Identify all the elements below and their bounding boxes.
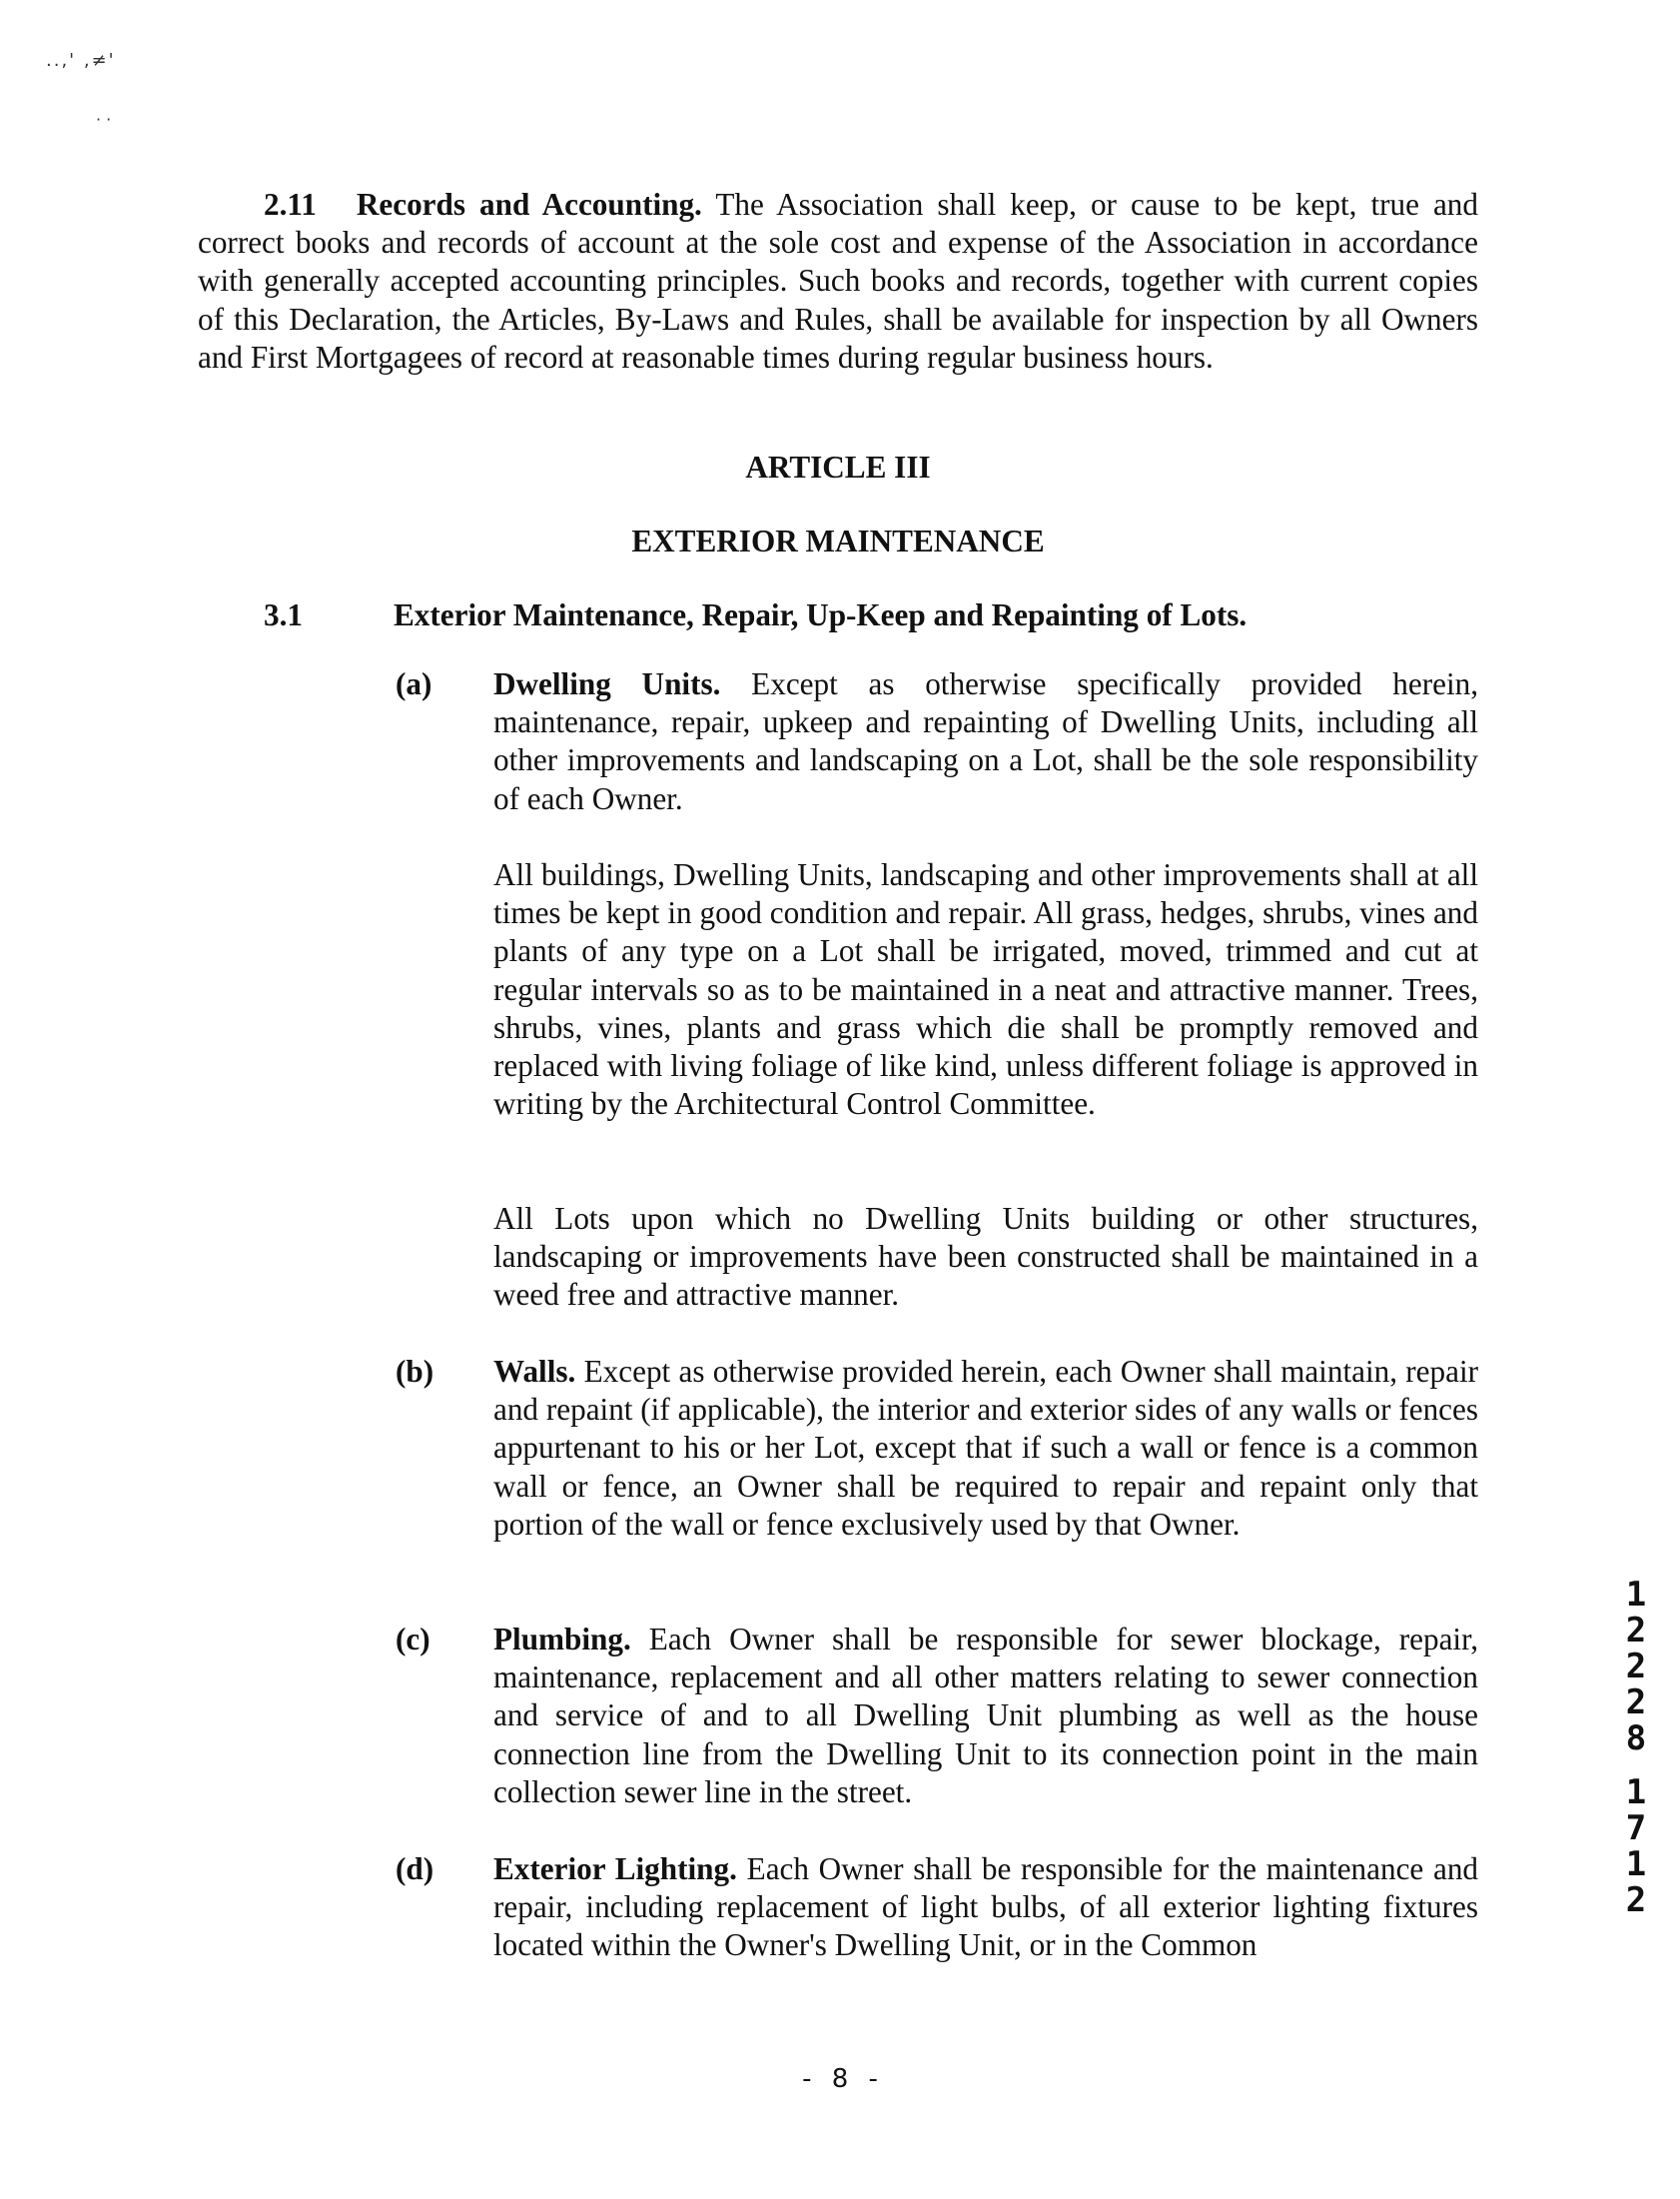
item-title: Exterior Lighting.: [493, 1851, 737, 1886]
section-2-11: [198, 186, 1478, 377]
section-number: 2.11: [264, 187, 317, 222]
stamp-digit: 2: [1625, 1880, 1647, 1920]
scan-marks-top: ..,' ,≠': [46, 50, 116, 71]
article-title: ARTICLE III: [745, 450, 931, 485]
dwelling-units-paragraph-2: All buildings, Dwelling Units, landscaping and other improvements shall at all times be kept in good condition and repair. All grass, hedges, shrubs, vines and plants of any type on a Lot shall be irrigated, moved, trimmed and cut at regular intervals so as to be maintained in a neat and attractive manner. Trees, shrubs, vines, plants and grass which die shall be promptly removed and replaced with living foliage of like kind, unless different foliage is approved in writing by the Architectural Control Committee.: [493, 857, 1478, 1122]
item-exterior-lighting: [396, 1850, 1478, 1965]
item-text: Except as otherwise provided herein, each Owner shall maintain, repair and repaint (if applicable), the interior and exterior sides of any walls or fences appurtenant to his or her Lot, except that if such a wall or fence is a common wall or fence, an Owner shall be required to repair and repaint only that portion of the wall or fence exclusively used by that Owner.: [493, 1354, 1478, 1542]
stamp-digit: 1: [1625, 1772, 1647, 1812]
section-number: 3.1: [264, 597, 303, 632]
item-title: Dwelling Units.: [493, 666, 721, 701]
article-subtitle: EXTERIOR MAINTENANCE: [631, 524, 1045, 558]
section-title: Records and Accounting.: [356, 187, 702, 222]
item-text: Except as otherwise specifically provided herein, maintenance, repair, upkeep and repainting of Dwelling Units, including all other improvements and landscaping on a Lot, shall be the sole responsibility of each Owner.: [493, 666, 1479, 816]
stamp-digit: 1: [1625, 1844, 1647, 1884]
item-body: [493, 1850, 1478, 1965]
stamp-digit: 2: [1625, 1611, 1647, 1650]
item-text: Each Owner shall be responsible for sewer blockage, repair, maintenance, replacement and all other matters relating to sewer connection and service of and to all Dwelling Unit plumbing as well as the house connection line from the Dwelling Unit to its connection point in the main collection sewer line in the street.: [493, 1622, 1479, 1809]
item-plumbing: [396, 1621, 1478, 1811]
section-text: The Association shall keep, or cause to be kept, true and correct books and records of account at the sole cost and expense of the Association in accordance with generally accepted accounting principles. Such books and records, together with current copies of this Declaration, the Articles, By-Laws and Rules, shall be available for inspection by all Owners and First Mortgagees of record at reasonable times during regular business hours.: [198, 187, 1478, 375]
item-title: Plumbing.: [493, 1622, 631, 1656]
stamp-digit: 7: [1625, 1808, 1647, 1848]
stamp-digit: 1: [1625, 1575, 1647, 1615]
item-text: Each Owner shall be responsible for the maintenance and repair, including replacement of light bulbs, of all exterior lighting fixtures located within the Owner's Dwelling Unit, or in the Common: [493, 1851, 1479, 1963]
dwelling-units-paragraph-3: All Lots upon which no Dwelling Units building or other structures, landscaping or improvements have been constructed shall be maintained in a weed free and attractive manner.: [493, 1201, 1478, 1313]
recording-stamp-part-1: [1618, 1577, 1654, 1756]
stamp-digit: 2: [1625, 1647, 1647, 1686]
recording-stamp-part-2: [1618, 1774, 1654, 1918]
item-label: (c): [396, 1622, 430, 1656]
item-dwelling-units: [396, 665, 1478, 818]
page-number: - 8 -: [802, 2064, 878, 2094]
item-label: (b): [396, 1354, 434, 1389]
section-title: Exterior Maintenance, Repair, Up-Keep and Repainting of Lots.: [394, 597, 1248, 632]
item-body: [493, 1353, 1478, 1544]
item-body: [493, 665, 1478, 818]
item-body: [493, 1621, 1478, 1811]
stamp-digit: 8: [1625, 1718, 1647, 1758]
item-walls: [396, 1353, 1478, 1544]
item-label: (d): [396, 1851, 434, 1886]
stamp-digit: 2: [1625, 1682, 1647, 1722]
item-label: (a): [396, 666, 432, 701]
item-title: Walls.: [493, 1354, 576, 1389]
section-3-1-heading: [264, 597, 1502, 633]
scan-marks-bottom: · ·: [96, 110, 112, 129]
